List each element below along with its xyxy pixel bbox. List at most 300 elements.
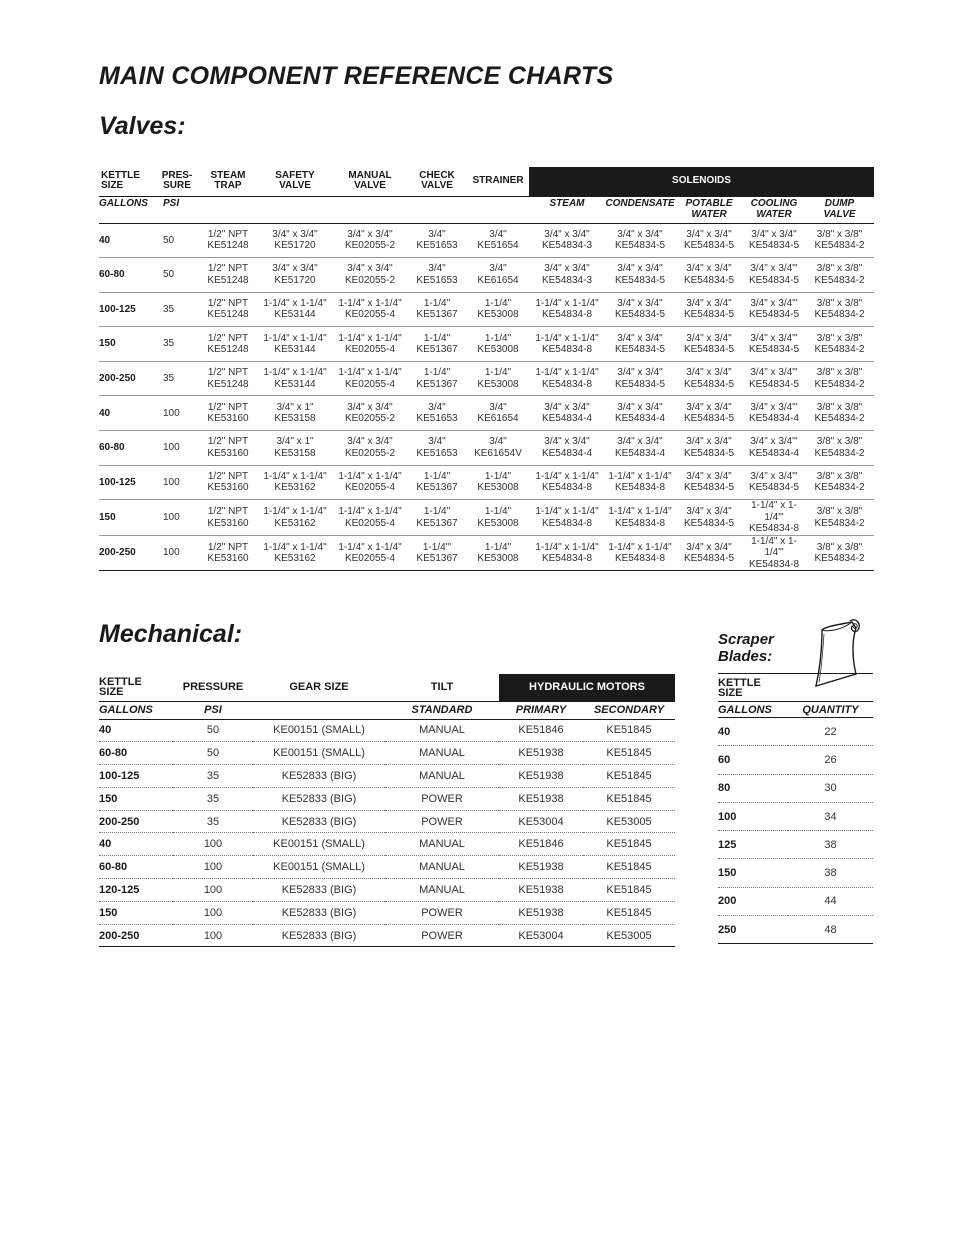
kettle-size-cell: 200-250 [99,924,173,947]
part-number: KE61654 [477,274,519,286]
part-cell [333,258,407,293]
part-number: KE54834-8 [541,378,593,390]
table-row [99,535,874,571]
table-row [99,833,675,856]
part-cell [675,431,743,466]
part-cell [805,258,874,293]
part-cell [743,258,805,293]
part-cell [407,396,467,431]
quantity-cell: 26 [788,746,873,774]
kettle-size-cell: 250 [718,916,788,944]
part-size: 3/4" x 3/4"' [750,297,798,309]
table-row [99,258,874,293]
part-cell [743,361,805,396]
part-size: 3/4" x 3/4" [686,401,732,413]
quantity-cell: 44 [788,887,873,915]
part-size: 1-1/4" x 1-1/4" [263,297,327,309]
tilt-cell: POWER [385,810,499,833]
part-size: 3/4" x 3/4" [686,297,732,309]
valves-header-row [99,167,874,196]
part-cell [199,535,257,571]
part-number: KE51653 [416,447,458,459]
part-number: KE54834-8 [614,517,666,529]
part-cell [605,431,675,466]
part-size: 1-1/4" x 1-1/4" [535,332,599,344]
part-number: KE53160 [207,553,249,564]
part-number: KE54834-2 [814,447,865,459]
part-cell [333,500,407,536]
part-size: 3/4" [428,228,446,240]
header-check-valve: CHECK VALVE [419,170,455,192]
part-cell [333,465,407,500]
part-cell [605,465,675,500]
part-number: KE54834-4 [541,447,593,459]
gear-size-cell: KE52833 (BIG) [253,879,385,902]
part-number: KE51720 [274,274,316,286]
pressure-cell: 35 [155,327,199,362]
header-kettle-size: KETTLE SIZE [718,674,873,702]
unit-secondary: SECONDARY [583,701,675,719]
part-size: 1-1/4" x 1-1/4" [338,506,402,517]
scraper-units-row [718,702,873,718]
part-cell [675,223,743,258]
gear-size-cell: KE52833 (BIG) [253,924,385,947]
part-cell [743,535,805,571]
part-cell [605,258,675,293]
part-number: KE54834-5 [683,378,735,390]
part-number: KE54834-4 [748,447,800,459]
header-kettle-size: KETTLE SIZE [99,676,142,699]
part-cell [805,535,874,571]
part-size: 1/2" NPT [207,541,249,553]
part-cell [467,223,529,258]
part-cell [529,258,605,293]
scraper-blades-title: Scraper Blades: [718,631,774,665]
part-cell [675,327,743,362]
part-size: 3/4" x 3/4" [617,332,663,344]
part-number: KE54834-4 [748,413,800,425]
part-cell [675,465,743,500]
part-cell [529,431,605,466]
part-size: 3/8" x 3/8" [816,332,863,344]
part-size: 3/4" x 1" [276,401,314,413]
pressure-cell: 50 [155,223,199,258]
part-cell [407,258,467,293]
part-cell [467,258,529,293]
part-number: KE61654 [477,413,519,425]
part-size: 1/2" NPT [207,470,249,482]
part-cell [199,292,257,327]
part-size: 1-1/4" x 1-1/4" [535,470,599,482]
part-cell [805,431,874,466]
part-number: KE54834-2 [814,240,865,252]
table-row [99,465,874,500]
quantity-cell: 38 [788,831,873,859]
part-number: KE51248 [207,274,249,286]
part-cell [407,223,467,258]
table-row [718,802,873,830]
pressure-cell: 50 [155,258,199,293]
part-size: 1-1/4" x 1-1/4"' [751,535,797,559]
part-cell [467,327,529,362]
kettle-size-cell: 100 [718,802,788,830]
part-cell [529,396,605,431]
kettle-size-cell: 60-80 [99,742,173,765]
part-size: 1-1/4" x 1-1/4" [338,470,402,482]
part-size: 1-1/4" [484,541,512,553]
header-steam-trap: STEAM TRAP [210,170,246,192]
part-cell [805,327,874,362]
part-cell [257,431,333,466]
part-cell [257,500,333,536]
unit-quantity: QUANTITY [788,702,873,718]
primary-motor-cell: KE51938 [499,787,583,810]
part-size: 3/8" x 3/8" [816,228,863,240]
part-cell [743,500,805,536]
part-number: KE51248 [207,309,249,321]
primary-motor-cell: KE51846 [499,833,583,856]
part-size: 1/2" NPT [207,506,249,517]
part-size: 1-1/4" [423,297,451,309]
part-cell [605,361,675,396]
valves-section-title: Valves: [99,112,186,140]
scraper-blades-table [718,673,873,944]
part-number: KE54834-2 [814,517,865,529]
part-number: KE51248 [207,378,249,390]
part-size: 3/8" x 3/8" [816,541,863,553]
secondary-motor-cell: KE53005 [583,810,675,833]
part-size: 1/2" NPT [207,332,249,344]
primary-motor-cell: KE53004 [499,924,583,947]
part-size: 3/4" [428,401,446,413]
pressure-cell: 100 [173,833,253,856]
part-cell [407,292,467,327]
header-strainer: STRAINER [472,175,524,187]
pressure-cell: 35 [173,787,253,810]
part-size: 1-1/4" x 1-1/4" [608,470,672,482]
part-cell [675,361,743,396]
part-cell [805,465,874,500]
part-size: 3/4" x 3/4" [617,436,663,448]
part-size: 1-1/4" [484,332,512,344]
part-size: 1-1/4" x 1-1/4" [338,332,402,344]
quantity-cell: 48 [788,916,873,944]
part-cell [743,465,805,500]
part-size: 1/2" NPT [207,367,249,379]
part-size: 3/4" x 3/4" [617,297,663,309]
secondary-motor-cell: KE51845 [583,742,675,765]
part-size: 3/4" x 3/4"' [750,263,798,275]
part-number: KE02055-4 [344,482,396,494]
kettle-size-cell: 125 [718,831,788,859]
part-number: KE53162 [274,553,316,564]
part-cell [529,465,605,500]
part-number: KE54834-5 [614,309,666,321]
part-size: 3/4" x 3/4"' [750,332,798,344]
part-cell [199,361,257,396]
kettle-size-cell: 60 [718,746,788,774]
pressure-cell: 100 [173,901,253,924]
table-row [99,901,675,924]
part-size: 3/4" [428,263,446,275]
pressure-cell: 100 [155,500,199,536]
secondary-motor-cell: KE51845 [583,719,675,742]
table-row [99,361,874,396]
part-size: 1-1/4" x 1-1/4" [263,332,327,344]
part-size: 3/4" x 3/4" [544,401,590,413]
part-size: 1/2" NPT [207,401,249,413]
part-number: KE54834-5 [683,517,735,529]
part-size: 1-1/4" x 1-1/4" [535,367,599,379]
table-row [99,787,675,810]
part-size: 3/4" x 3/4" [686,436,732,448]
gear-size-cell: KE00151 (SMALL) [253,719,385,742]
part-size: 1-1/4" x 1-1/4"' [751,500,797,523]
pressure-cell: 100 [155,431,199,466]
part-size: 3/8" x 3/8" [816,263,863,275]
part-size: 1-1/4" [423,367,451,379]
primary-motor-cell: KE51938 [499,901,583,924]
primary-motor-cell: KE51846 [499,719,583,742]
header-kettle-size: KETTLE SIZE [101,170,140,192]
part-size: 3/4" x 3/4" [617,401,663,413]
part-number: KE54834-2 [814,344,865,356]
pressure-cell: 100 [173,924,253,947]
part-size: 1-1/4" x 1-1/4" [263,470,327,482]
part-cell [467,535,529,571]
part-size: 3/4" x 3/4" [347,436,393,448]
part-number: KE53158 [274,447,316,459]
part-number: KE53008 [477,344,519,356]
part-size: 3/8" x 3/8" [816,470,863,482]
gear-size-cell: KE52833 (BIG) [253,787,385,810]
pressure-cell: 100 [155,396,199,431]
part-cell [675,396,743,431]
part-cell [529,223,605,258]
part-number: KE02055-2 [344,274,396,286]
kettle-size-cell: 150 [99,500,155,536]
part-number: KE61654V [474,447,522,459]
table-row [99,879,675,902]
part-number: KE54834-3 [541,240,593,252]
part-size: 1-1/4"' [422,541,452,553]
table-row [718,916,873,944]
tilt-cell: MANUAL [385,879,499,902]
part-number: KE54834-8 [614,553,666,564]
part-cell [199,431,257,466]
unit-condensate: CONDENSATE [605,196,675,223]
header-pressure: PRESSURE [182,681,244,694]
part-number: KE54834-8 [541,309,593,321]
part-cell [675,535,743,571]
part-number: KE54834-8 [614,482,666,494]
part-number: KE51653 [416,413,458,425]
part-cell [805,223,874,258]
part-number: KE53158 [274,413,316,425]
mechanical-header-row [99,674,675,701]
part-cell [529,500,605,536]
part-size: 1-1/4" x 1-1/4" [263,367,327,379]
table-row [718,774,873,802]
part-size: 3/4" [489,263,507,275]
quantity-cell: 22 [788,718,873,746]
part-number: KE54834-5 [683,344,735,356]
gear-size-cell: KE52833 (BIG) [253,765,385,788]
kettle-size-cell: 60-80 [99,856,173,879]
part-cell [529,327,605,362]
table-row [99,431,874,466]
secondary-motor-cell: KE51845 [583,787,675,810]
secondary-motor-cell: KE53005 [583,924,675,947]
part-cell [467,292,529,327]
part-number: KE54834-4 [541,413,593,425]
part-cell [743,431,805,466]
part-number: KE54834-8 [541,553,593,564]
part-number: KE53008 [477,482,519,494]
part-cell [257,396,333,431]
part-size: 1-1/4" [423,470,451,482]
table-row [99,765,675,788]
part-cell [805,292,874,327]
part-cell [333,535,407,571]
gear-size-cell: KE00151 (SMALL) [253,856,385,879]
secondary-motor-cell: KE51845 [583,833,675,856]
part-cell [529,535,605,571]
tilt-cell: MANUAL [385,833,499,856]
unit-cooling-water: COOLING WATER [743,196,805,223]
part-number: KE53160 [207,413,249,425]
part-number: KE53162 [274,482,316,494]
pressure-cell: 100 [155,465,199,500]
part-number: KE54834-2 [814,378,865,390]
table-row [99,396,874,431]
part-size: 1/2" NPT [207,263,249,275]
unit-dump-valve: DUMP VALVE [805,196,874,223]
part-size: 1-1/4" x 1-1/4" [608,541,672,553]
scraper-header-row [718,674,873,702]
part-size: 3/4" x 3/4" [686,506,732,517]
header-gear-size: GEAR SIZE [289,681,349,694]
part-size: 3/4" x 3/4" [347,263,393,275]
part-number: KE54834-4 [614,447,666,459]
part-cell [333,292,407,327]
part-cell [199,223,257,258]
part-cell [805,396,874,431]
quantity-cell: 30 [788,774,873,802]
part-cell [675,500,743,536]
part-size: 1-1/4" x 1-1/4" [608,506,672,517]
kettle-size-cell: 40 [99,833,173,856]
header-pressure: PRES- SURE [161,170,193,192]
part-cell [257,223,333,258]
part-size: 3/4" x 3/4"' [750,470,798,482]
table-row [99,742,675,765]
part-size: 1-1/4" x 1-1/4" [263,541,327,553]
part-number: KE54834-5 [683,309,735,321]
part-cell [467,465,529,500]
part-cell [333,361,407,396]
gear-size-cell: KE52833 (BIG) [253,901,385,924]
pressure-cell: 35 [155,361,199,396]
part-size: 1-1/4" [484,297,512,309]
part-cell [199,396,257,431]
part-cell [333,431,407,466]
part-number: KE54834-5 [748,378,800,390]
unit-standard: STANDARD [385,701,499,719]
part-cell [467,361,529,396]
primary-motor-cell: KE51938 [499,879,583,902]
part-cell [467,500,529,536]
part-number: KE54834-5 [683,413,735,425]
part-number: KE51653 [416,240,458,252]
part-number: KE51653 [416,274,458,286]
part-number: KE54834-5 [683,482,735,494]
part-cell [407,500,467,536]
part-size: 3/4" x 3/4" [686,470,732,482]
part-number: KE54834-5 [748,309,800,321]
part-number: KE54834-2 [814,274,865,286]
part-size: 3/4" [489,228,507,240]
kettle-size-cell: 200-250 [99,361,155,396]
kettle-size-cell: 60-80 [99,258,155,293]
tilt-cell: MANUAL [385,742,499,765]
kettle-size-cell: 200 [718,887,788,915]
part-cell [199,258,257,293]
part-number: KE53008 [477,517,519,529]
part-number: KE54834-5 [614,240,666,252]
tilt-cell: POWER [385,924,499,947]
part-number: KE51720 [274,240,316,252]
part-number: KE54834-2 [814,482,865,494]
table-row [99,810,675,833]
pressure-cell: 35 [173,810,253,833]
part-number: KE02055-4 [344,309,396,321]
part-number: KE53144 [274,309,316,321]
part-number: KE53160 [207,447,249,459]
mechanical-units-row [99,701,675,719]
part-size: 3/4" x 3/4" [347,228,393,240]
part-size: 3/4" [489,436,507,448]
part-size: 1-1/4" [484,506,512,517]
part-size: 1-1/4" [484,470,512,482]
table-row [99,327,874,362]
part-size: 1-1/4" x 1-1/4" [535,541,599,553]
kettle-size-cell: 100-125 [99,465,155,500]
header-solenoids: SOLENOIDS [529,167,874,196]
primary-motor-cell: KE51938 [499,765,583,788]
gear-size-cell: KE00151 (SMALL) [253,833,385,856]
part-size: 3/4" x 3/4" [544,263,590,275]
part-size: 1-1/4" x 1-1/4" [535,297,599,309]
tilt-cell: MANUAL [385,856,499,879]
part-number: KE53144 [274,378,316,390]
part-number: KE51248 [207,240,249,252]
part-number: KE54834-5 [748,482,800,494]
quantity-cell: 34 [788,802,873,830]
part-cell [605,500,675,536]
mechanical-table [99,674,675,947]
part-size: 3/4" x 3/4"' [750,436,798,448]
part-number: KE54834-2 [814,553,865,564]
part-number: KE54834-4 [614,413,666,425]
part-number: KE51367 [416,378,458,390]
table-row [99,856,675,879]
part-number: KE51654 [477,240,519,252]
part-cell [743,327,805,362]
tilt-cell: MANUAL [385,765,499,788]
part-size: 3/8" x 3/8" [816,297,863,309]
part-size: 1/2" NPT [207,436,249,448]
